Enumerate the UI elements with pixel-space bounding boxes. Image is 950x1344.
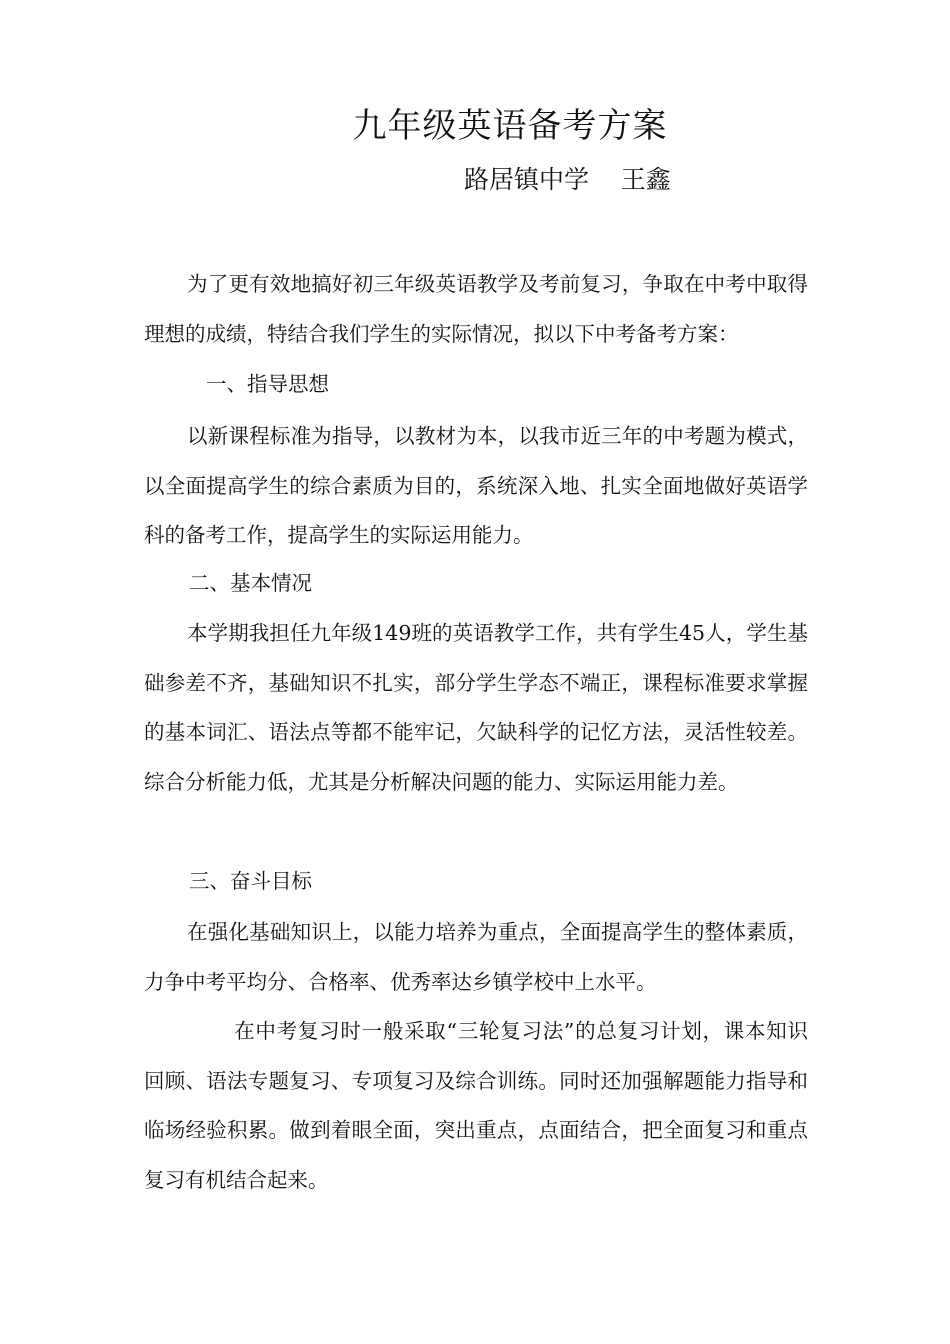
- section-heading-basic-situation: 二、基本情况: [189, 571, 312, 595]
- section-body-guiding-thought: 以新课程标准为指导，以教材为本，以我市近三年的中考题为模式，以全面提高学生的综合素质为目的，系统深入地、扎实全面地做好英语学科的备考工作，提高学生的实际运用能力。: [144, 424, 808, 547]
- closing-paragraph: 在中考复习时一般采取“三轮复习法”的总复习计划，课本知识回顾、语法专题复习、专项复习及综合训练。同时还加强解题能力指导和临场经验积累。做到着眼全面，突出重点，点面结合，把全面复习和重点复习有机结合起来。: [144, 1019, 808, 1192]
- section-heading-guiding-thought: 一、指导思想: [206, 372, 329, 396]
- intro-paragraph: 为了更有效地搞好初三年级英语教学及考前复习，争取在中考中取得理想的成绩，特结合我们学生的实际情况，拟以下中考备考方案：: [144, 272, 808, 346]
- document-title: 九年级英语备考方案: [352, 106, 668, 146]
- author-line: 路居镇中学 王鑫: [464, 165, 671, 194]
- section-body-basic-situation: 本学期我担任九年级149班的英语教学工作，共有学生45人，学生基础参差不齐，基础知识不扎实，部分学生学态不端正，课程标准要求掌握的基本词汇、语法点等都不能牢记，欠缺科学的记忆方法，灵活性较差。综合分析能力低，尤其是分析解决问题的能力、实际运用能力差。: [144, 621, 808, 794]
- section-body-goals: 在强化基础知识上，以能力培养为重点，全面提高学生的整体素质，力争中考平均分、合格率、优秀率达乡镇学校中上水平。: [144, 920, 808, 994]
- section-heading-goals: 三、奋斗目标: [189, 869, 312, 893]
